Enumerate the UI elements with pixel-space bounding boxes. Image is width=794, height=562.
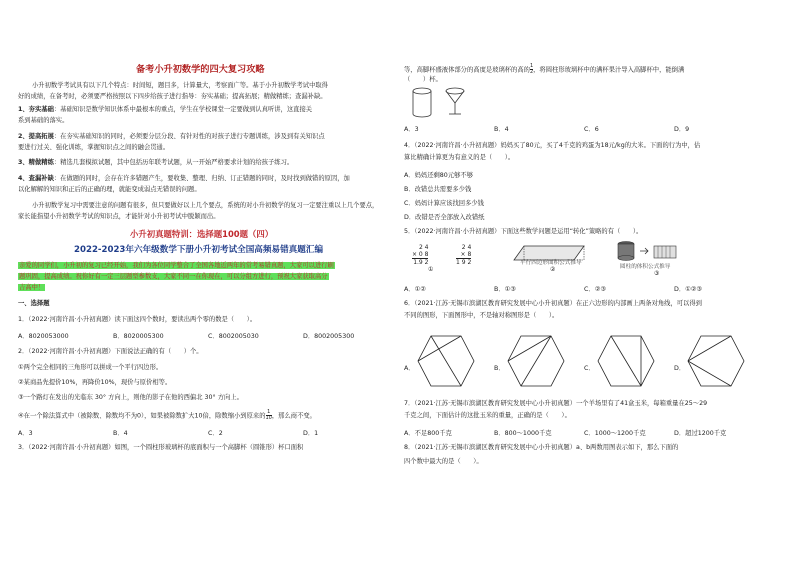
q5-option-a: A．①② (404, 286, 426, 293)
q6-option-c: C． (584, 365, 595, 372)
q5-fig-number-2: ② (550, 266, 556, 273)
parallelogram-caption: 平行四边形面积公式推导 (520, 260, 582, 266)
intro-line: 好的成绩，在备考时，必须要严格按照以下四步给孩子进行指导：夯实基础；提高拓展；精做精练；查漏补缺。 (18, 93, 327, 100)
question-2-stem: 2．（2022·河南许昌·小升初真题）下面说法正确的有（ ）个。 (18, 348, 203, 355)
hexagon-option-c (596, 334, 656, 388)
q2-statement: ④在一个除法算式中（被除数、除数均不为0），如果被除数扩大10倍，除数缩小到原来的 $\frac{1}{10}$ ，那么商不变。 (18, 409, 316, 421)
intro-line: 小升初数学考试具有以下几个特点：时间短，题目多，计算量大，考察面广等。基于小升初数学考试中取得 (32, 82, 328, 89)
step-paragraph: 4、查漏补缺：在做题的同时，会存在许多错题产生，要收集、整理、归纳、订正错题的同时，及时找到做错的原因，加 (18, 175, 350, 182)
cylinder-caption: 圆柱的体积公式推导 (620, 264, 671, 270)
question-8-stem: 8．（2021·江苏·无锡市滨湖区教育研究发展中心小升初真题）a、b两数用图表示如下，那么下面的 (404, 444, 679, 451)
q2-statement: ①两个完全相同的三角形可以拼成一个平行四边形。 (18, 364, 163, 371)
series-title: 小升初真题特训：选择题100题（四） (130, 229, 274, 239)
q5-option-b: B．①③ (494, 286, 516, 293)
cylinder-volume-figure (616, 240, 708, 262)
q2-statement: ②某商品先提价10%，再降价10%，现价与原价相等。 (18, 379, 172, 386)
hexagon-option-a (416, 334, 476, 388)
q4-option-a: A．妈妈还剩80元够不够 (404, 172, 473, 179)
vertical-calc-2: 2 4 × 8 1 9 2 (456, 244, 472, 266)
outro-line: 小升初数学复习中需要注意的问题有很多，但只要做好以上几个要点，系统的对小升初数学的复习一定要注重以上几个要点， (32, 202, 379, 209)
q3-option-b: B．4 (494, 126, 509, 133)
question-6-stem: 不同的图形，下面图形中，不是轴对称图形是（ ）。 (404, 312, 559, 319)
main-title: 2022-2023年六年级数学下册小升初考试全国高频易错真题汇编 (74, 245, 324, 255)
q5-option-d: D．①②③ (674, 286, 703, 293)
fraction: $\frac{1}{2}$ (529, 63, 534, 75)
vertical-calc-1: 2 4 × 0 8 1.9 2 (412, 244, 429, 266)
step-paragraph: 1、夯实基础：基础知识是数学知识体系中最根本的重点，学生在学校课堂一定要做到认真听讲，这直接关 (18, 106, 313, 113)
question-4-stem: 算比精确计算更为有意义的是（ ）。 (404, 154, 515, 161)
q7-option-a: A．不足800千克 (404, 430, 452, 437)
step-paragraph: 3、精做精练：精选几套模拟试题，其中包括历年联考试题，从一开始严格要求计划的给孩子练习。 (18, 159, 294, 166)
question-6-stem: 6．（2021·江苏·无锡市滨湖区教育研究发展中心小升初真题）在正六边形的内部画上两条对角线，可以得到 (404, 300, 702, 307)
question-8-stem: 四个数中最大的是（ ）。 (404, 458, 483, 465)
q4-option-d: D．改错是否全部放入改错纸 (404, 214, 485, 221)
q1-option-d: D．8002005300 (303, 333, 355, 340)
q3-continuation: （ ）杯。 (404, 76, 442, 83)
q5-fig-number-3: ③ (654, 270, 660, 277)
question-7-stem: 7．（2021·江苏·无锡市滨湖区教育研究发展中心小升初真题）一个羊场里有了41盒玉米，每箱重量在25～29 (404, 400, 708, 407)
outro-line: 家长能指望小升初数学考试的知识点，才能针对小升初考试中脱颖而出。 (18, 213, 220, 220)
q7-option-b: B．800～1000千克 (494, 430, 552, 437)
q3-continuation: 等，高脚杯盛液体部分的高度是玻璃杯的高的 $\frac{1}{2}$ ，将圆柱形玻璃杯中的满杯果汁导入高脚杯中，能倒满 (404, 63, 685, 75)
guide-title: 备考小升初数学的四大复习攻略 (136, 64, 265, 75)
fraction: $\frac{1}{10}$ (265, 409, 272, 421)
q2-option-a: A．3 (18, 430, 33, 437)
q5-option-c: C．②③ (584, 286, 606, 293)
question-1-stem: 1．（2022·河南许昌·小升初真题）读下面这四个数时，要读出两个零的数是（ ）。 (18, 316, 257, 323)
q1-option-c: C．8002005030 (208, 333, 259, 340)
step-paragraph: 2、提高拓展：在夯实基础知识的同时，必须要分层分段、有针对性的对孩子进行专题训练，涉及到有关知识点 (18, 133, 325, 140)
q7-option-d: D．超过1200千克 (674, 430, 727, 437)
q2-option-d: D．1 (303, 430, 319, 437)
hexagon-option-d (686, 334, 746, 388)
hexagon-option-b (506, 334, 566, 388)
section-heading: 一、选择题 (18, 300, 50, 307)
highlight-note: 题巩固，提高成绩。祝你好有一定三层题型参数支，大家不同一在你现在，可以分组方进行，预祝大家获取高分 (19, 273, 328, 280)
q2-option-c: C．2 (208, 430, 223, 437)
step-line: 系到基础的落实。 (18, 117, 69, 124)
question-7-stem: 千克之间，下面估计的这批玉米的重量，正确的是（ ）。 (404, 412, 571, 419)
q3-option-a: A．3 (404, 126, 419, 133)
q3-option-d: D．9 (674, 126, 690, 133)
cylinder-and-goblet-figure (410, 86, 474, 120)
q2-option-b: B．4 (113, 430, 128, 437)
question-5-stem: 5．（2022·河南许昌·小升初真题）下面这些数学问题是运用“转化”策略的有（ ）。 (404, 228, 643, 235)
q5-fig-number-1: ① (428, 266, 434, 273)
step-line: 要进行过关、强化训练，掌握知识点之间的融会贯通。 (18, 144, 170, 151)
q4-option-c: C．妈妈计算应该找回多少钱 (404, 200, 484, 207)
q6-option-b: B． (494, 365, 505, 372)
highlight-note: 亲爱的同学们，小升初的复习已经开始，我们为各位同学整合了全国各地近两年的常考易错真题，大家可以进行刷 (19, 262, 334, 269)
q1-option-b: B．8020005300 (113, 333, 164, 340)
question-4-stem: 4．（2022·河南许昌·小升初真题）妈妈买了80元，买了4千克的鸡蛋为18元/kg的大米。下面的行为中，估 (404, 142, 701, 149)
q2-statement: ③一个路灯在发出的光临东 30° 方向上，则他的影子在他的西偏北 30° 方向上。 (18, 394, 243, 401)
q3-option-c: C．6 (584, 126, 599, 133)
q4-option-b: B．改错总共需要多少钱 (404, 186, 472, 193)
q6-option-d: D． (674, 365, 686, 372)
highlight-note: 吉高中！ (19, 284, 45, 291)
question-3-stem: 3．（2022·河南许昌·小升初真题）如图，一个圆柱形玻璃杯的底面积与一个高脚杯（圆锥形）杯口面积 (18, 444, 304, 451)
step-line: 以化解解的知识和正后的正确的理，就能变成弱点无错误的问题。 (18, 186, 201, 193)
q7-option-c: C．1000～1200千克 (584, 430, 646, 437)
q1-option-a: A．8020053000 (18, 333, 69, 340)
q6-option-a: A． (404, 365, 415, 372)
